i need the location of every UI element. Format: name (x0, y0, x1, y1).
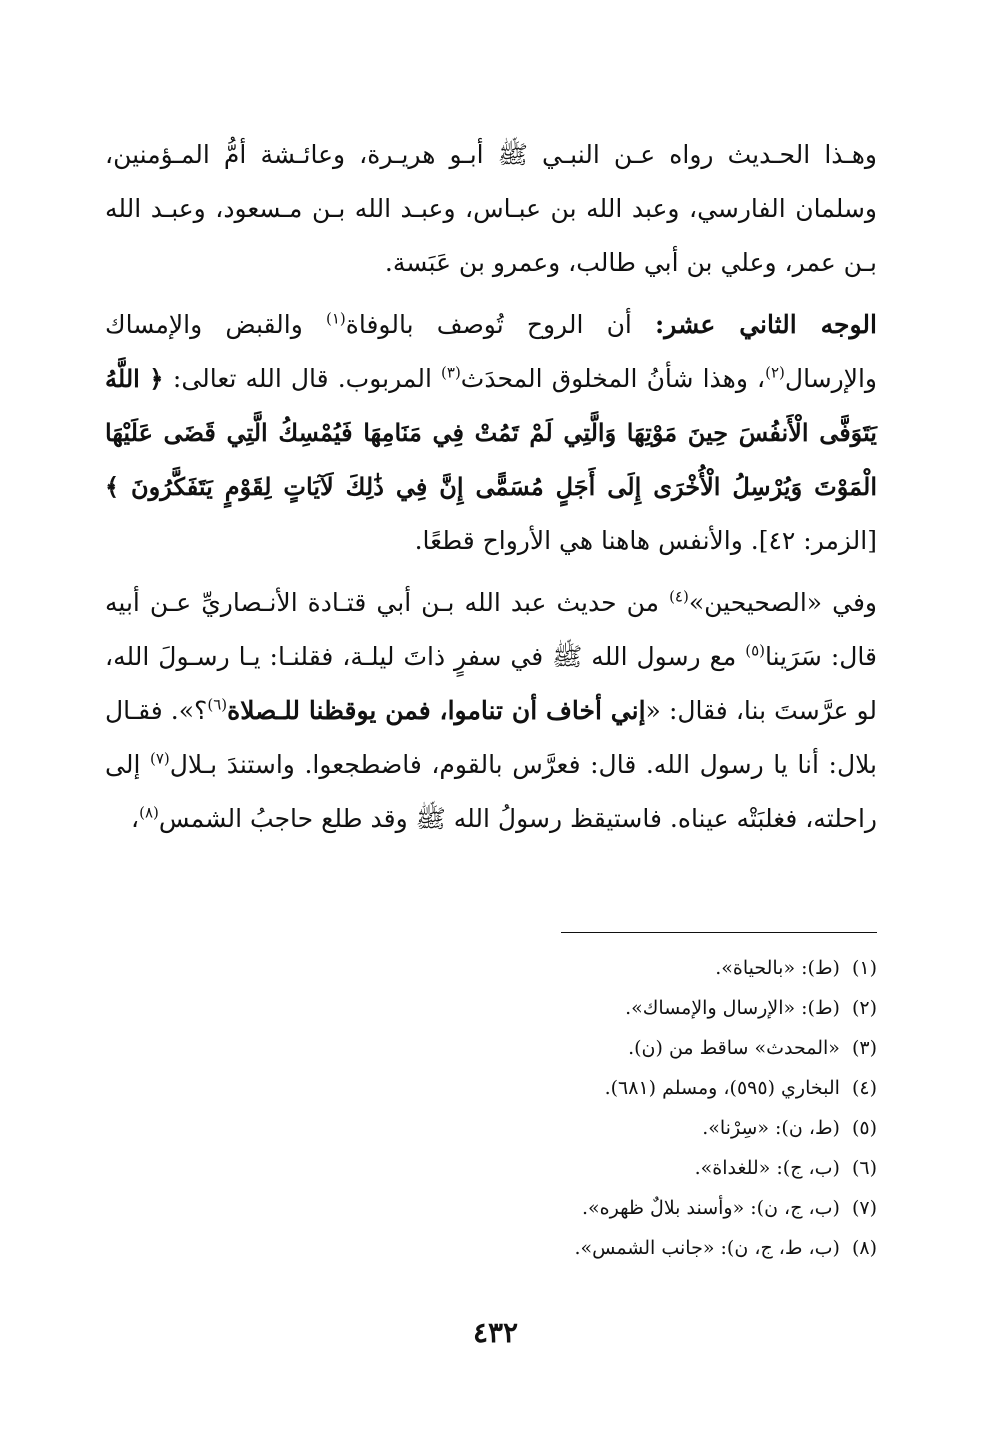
footnote-ref-1: (١) (325, 309, 346, 328)
paragraph-text: والقبض والإمساك والإرسال (105, 310, 877, 393)
footnote-item (417, 1108, 877, 1148)
paragraph-sahihain-hadith (105, 576, 877, 846)
paragraph-text: ؟». فقـال بلال: أنا يا رسول الله. قال: فعرَّس بالقوم، فاضطجعوا. واستندَ بـلال (105, 696, 877, 779)
footnote-text: (ط): «بالحياة». (715, 957, 840, 979)
prophetic-quote: إني أخاف أن تناموا، فمن يوقظنا للـصلاة (227, 696, 646, 725)
footnote-item (417, 988, 877, 1028)
footnote-ref-2: (٢) (765, 363, 785, 382)
footnote-number: (٦) (851, 1157, 877, 1179)
paragraph-text: أن الروح تُوصف بالوفاة (345, 310, 656, 339)
footnote-item (417, 1188, 877, 1228)
footnote-item (417, 948, 877, 988)
footnote-number: (٨) (851, 1237, 877, 1259)
section-heading: الوجه الثاني عشر: (655, 310, 877, 339)
paragraph-text: مع رسول الله ﷺ في سفرٍ ذاتَ ليلـة، فقلنـا: يـا رسـولَ الله، لو عرَّستَ بنا، فقال: « (105, 642, 877, 725)
footnote-text: «المحدث» ساقط من (ن). (628, 1037, 840, 1059)
paragraph-text: [الزمر: ٤٢]. والأنفس هاهنا هي الأرواح قطعًا. (414, 526, 877, 555)
paragraph-twelfth-aspect (105, 298, 877, 568)
paragraph-text: وهـذا الحـديث رواه عـن النبـي ﷺ أبـو هريـرة، وعائـشة أمُّ المـؤمنين، وسلمان الفارسي، وعبد الله بن عبـاس، وعبـد الله بـن مـسعود، وعبـد الله بـن عمر، وعلي بن أبي طالب، وعمرو بن عَبَسة. (105, 140, 877, 277)
paragraph-text: المربوب. قال الله تعالى: (172, 364, 442, 393)
footnote-number: (٧) (851, 1197, 877, 1219)
paragraph-text: إلى راحلته، فغلبَتْه عيناه. فاستيقظ رسولُ الله ﷺ وقد طلع حاجبُ الشمس (105, 750, 877, 833)
page-number: ٤٣٢ (472, 1316, 519, 1349)
footnote-ref-5: (٥) (745, 641, 766, 660)
footnote-number: (١) (851, 957, 877, 979)
footnote-text: (ب، ج، ن): «وأسند بلالٌ ظهره». (582, 1197, 840, 1219)
main-text (105, 128, 877, 846)
footnote-ref-7: (٧) (149, 749, 170, 768)
footnote-ref-8: (٨) (139, 803, 159, 822)
quran-verse: ﴿ اللَّهُ يَتَوَفَّى الْأَنفُسَ حِينَ مَوْتِهَا وَالَّتِي لَمْ تَمُتْ فِي مَنَامِهَا فَيُمْسِكُ الَّتِي قَضَى عَلَيْهَا الْمَوْتَ وَيُرْسِلُ الْأُخْرَى إِلَى أَجَلٍ مُسَمًّى إِنَّ فِي ذَٰلِكَ لَآيَاتٍ لِقَوْمٍ يَتَفَكَّرُونَ ﴾ (105, 364, 877, 501)
footnote-number: (٥) (851, 1117, 877, 1139)
footnote-ref-6: (٦) (207, 695, 228, 714)
footnote-text: (ب، ج): «للغداة». (694, 1157, 840, 1179)
footnotes-list (417, 948, 877, 1268)
paragraph-text: ، وهذا شأنُ المخلوق المحدَث (460, 364, 766, 393)
footnote-number: (٣) (851, 1037, 877, 1059)
footnote-ref-3: (٣) (441, 363, 461, 382)
footnote-ref-4: (٤) (669, 587, 689, 606)
paragraph-hadith-narrators (105, 128, 877, 290)
footnote-item (417, 1148, 877, 1188)
footnote-text: البخاري (٥٩٥)، ومسلم (٦٨١). (604, 1077, 840, 1099)
footnote-item (417, 1068, 877, 1108)
footnote-number: (٢) (851, 997, 877, 1019)
footnote-number: (٤) (851, 1077, 877, 1099)
footnote-divider (561, 932, 877, 933)
paragraph-text: وفي «الصحيحين» (688, 588, 877, 617)
footnote-text: (ط): «الإرسال والإمساك». (625, 997, 840, 1019)
paragraph-text: ، (131, 804, 140, 833)
footnote-item (417, 1028, 877, 1068)
footnote-text: (ط، ن): «سِرْنا». (702, 1117, 840, 1139)
paragraph-text: من حديث عبد الله بـن أبي قتـادة الأنـصاريِّ عـن أبيه قال: سَرَينا (105, 588, 877, 671)
footnote-item (417, 1228, 877, 1268)
footnote-text: (ب، ط، ج، ن): «جانب الشمس». (574, 1237, 840, 1259)
